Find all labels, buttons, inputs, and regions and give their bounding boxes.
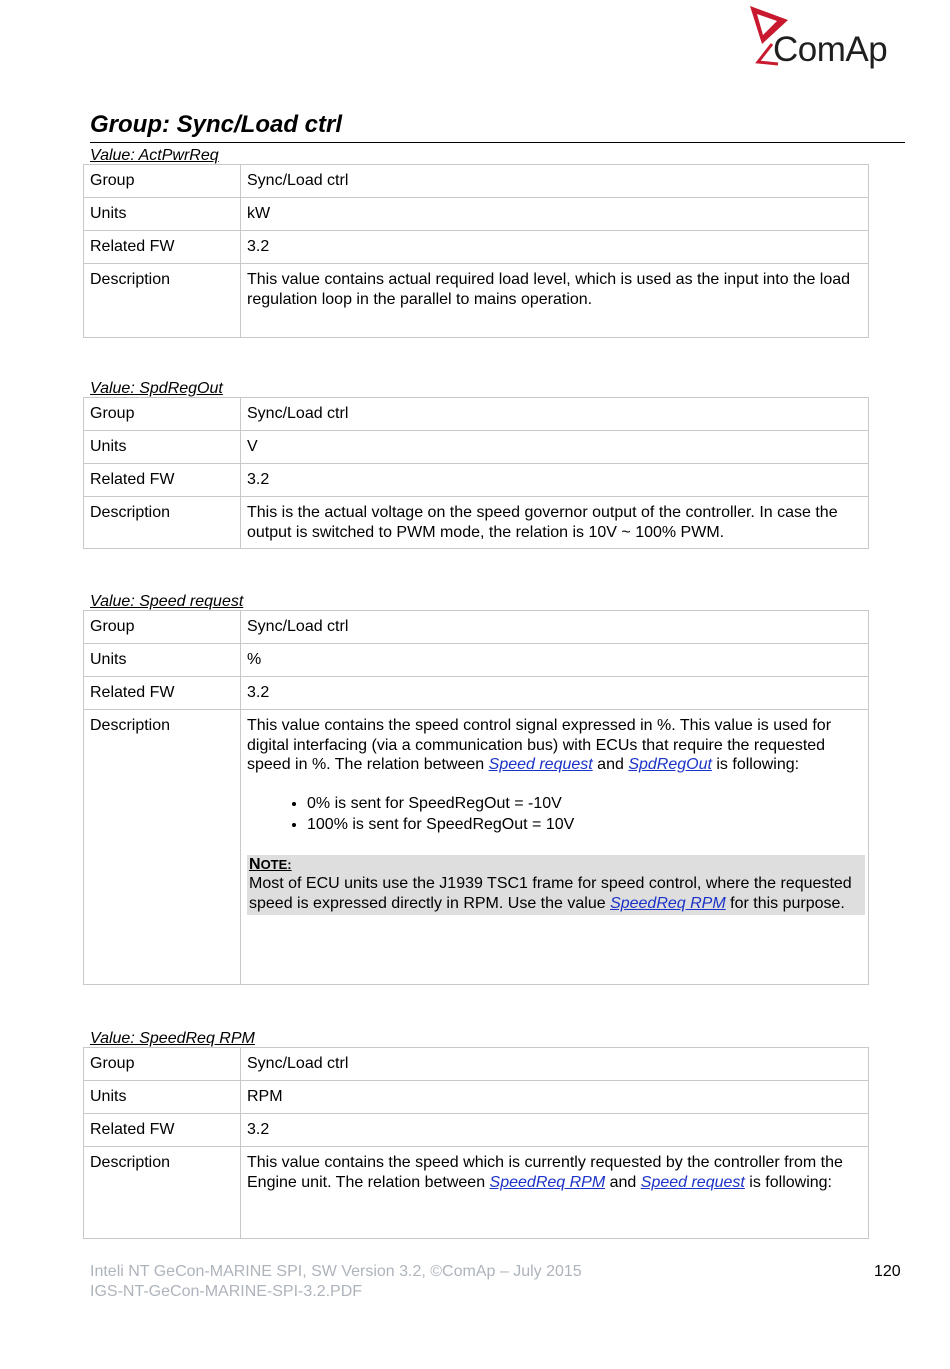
- list-item: • 0% is sent for SpeedRegOut = -10V: [307, 793, 862, 814]
- footer: [90, 1262, 582, 1302]
- row-label-units: Units: [84, 1081, 241, 1114]
- list-item: • 100% is sent for SpeedRegOut = 10V: [307, 814, 862, 835]
- footer-line-1: Inteli NT GeCon-MARINE SPI, SW Version 3.2, ©ComAp – July 2015: [90, 1263, 582, 1280]
- value-title: Value: Speed request: [90, 593, 244, 610]
- row-label-units: Units: [84, 644, 241, 677]
- description-value: This value contains actual required load level, which is used as the input into the load regulation loop in the parallel to mains operation.: [241, 264, 869, 338]
- description-value: [241, 1147, 869, 1239]
- value-table: [83, 397, 869, 549]
- brand-name: ComAp: [773, 30, 888, 69]
- value-table: [83, 1047, 869, 1239]
- description-value: This is the actual voltage on the speed governor output of the controller. In case the output is switched to PWM mode, the relation is 10V ~ 100% PWM.: [241, 497, 869, 549]
- link-speed-request[interactable]: Speed request: [640, 1173, 745, 1191]
- value-block-speed-request: [83, 592, 869, 985]
- row-label-fw: Related FW: [84, 231, 241, 264]
- units-value: kW: [241, 198, 869, 231]
- row-label-description: Description: [84, 1147, 241, 1239]
- relation-list: [247, 793, 862, 835]
- value-block-speedreq-rpm: [83, 1029, 869, 1239]
- note-box: [247, 855, 865, 916]
- desc-text: is following:: [711, 756, 800, 773]
- group-heading: Group: Sync/Load ctrl: [90, 110, 905, 143]
- desc-text: This value contains the speed control signal expressed in %. This value is used for digital interfacing (via a communication bus) with ECUs that require the requested speed in %. The relation between: [247, 717, 832, 773]
- value-block-actpwrreq: [83, 146, 869, 338]
- desc-text: and: [592, 756, 629, 773]
- value-title: Value: SpdRegOut: [90, 380, 223, 397]
- fw-value: 3.2: [241, 677, 869, 710]
- row-label-units: Units: [84, 198, 241, 231]
- value-table: [83, 610, 869, 985]
- fw-value: 3.2: [241, 231, 869, 264]
- row-label-description: Description: [84, 264, 241, 338]
- link-speedreq-rpm[interactable]: SpeedReq RPM: [489, 1173, 606, 1191]
- group-value: Sync/Load ctrl: [241, 398, 869, 431]
- row-label-description: Description: [84, 497, 241, 549]
- fw-value: 3.2: [241, 464, 869, 497]
- note-text: Most of ECU units use the J1939 TSC1 frame for speed control, where the requested speed is expressed directly in RPM. Use the value: [249, 875, 852, 912]
- link-speedreq-rpm[interactable]: SpeedReq RPM: [610, 894, 726, 912]
- note-text: for this purpose.: [725, 894, 845, 912]
- desc-text: This value contains the speed which is currently requested by the controller from the Engine unit. The relation between: [247, 1154, 843, 1191]
- link-speed-request[interactable]: Speed request: [488, 756, 593, 773]
- row-label-fw: Related FW: [84, 1114, 241, 1147]
- link-spdregout[interactable]: SpdRegOut: [628, 756, 712, 773]
- row-label-group: Group: [84, 611, 241, 644]
- row-label-group: Group: [84, 1048, 241, 1081]
- row-label-group: Group: [84, 165, 241, 198]
- row-label-fw: Related FW: [84, 464, 241, 497]
- units-value: RPM: [241, 1081, 869, 1114]
- value-title: Value: ActPwrReq: [90, 147, 219, 164]
- page-number: 120: [874, 1263, 901, 1280]
- desc-text: and: [605, 1173, 641, 1191]
- row-label-description: Description: [84, 710, 241, 985]
- note-title: NOTE:: [249, 855, 292, 873]
- value-title: Value: SpeedReq RPM: [90, 1030, 255, 1047]
- group-value: Sync/Load ctrl: [241, 1048, 869, 1081]
- fw-value: 3.2: [241, 1114, 869, 1147]
- footer-line-2: IGS-NT-GeCon-MARINE-SPI-3.2.PDF: [90, 1283, 363, 1300]
- row-label-group: Group: [84, 398, 241, 431]
- group-value: Sync/Load ctrl: [241, 611, 869, 644]
- row-label-units: Units: [84, 431, 241, 464]
- row-label-fw: Related FW: [84, 677, 241, 710]
- desc-text: is following:: [744, 1173, 832, 1191]
- value-block-spdregout: [83, 379, 869, 549]
- value-table: [83, 164, 869, 338]
- units-value: V: [241, 431, 869, 464]
- units-value: %: [241, 644, 869, 677]
- group-value: Sync/Load ctrl: [241, 165, 869, 198]
- description-value: [241, 710, 869, 985]
